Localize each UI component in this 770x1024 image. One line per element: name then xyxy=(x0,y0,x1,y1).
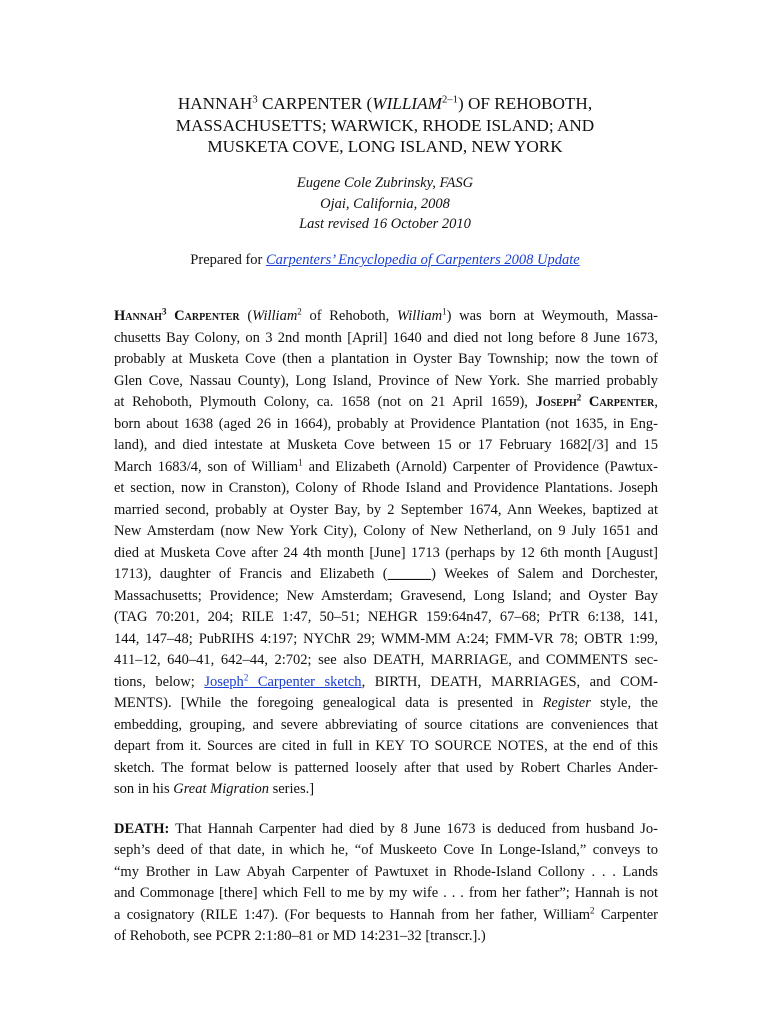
text: tions, below; xyxy=(114,673,205,690)
paragraph-line xyxy=(114,564,658,586)
paragraph-line: probably at Musketa Cove (then a plantation in Oyster Bay Township; now the town of xyxy=(114,351,658,367)
paragraph-line xyxy=(114,819,658,841)
paragraph-line: “my Brother in Law Abyah Carpenter of Pawtuxet in Rhode-Island Collony . . . Lands xyxy=(114,863,658,880)
link-text: Joseph xyxy=(204,673,244,690)
subject-name: Hannah xyxy=(114,308,162,324)
paragraph-line: New Amsterdam (now New York City), Colony of New Netherland, on 9 July 1651 and xyxy=(114,523,658,539)
paragraph-line: of Rehoboth, see PCPR 2:1:80–81 or MD 14:231–32 [transcr.].) xyxy=(114,928,486,944)
paragraph-line xyxy=(114,905,658,927)
link-text: Carpenter sketch xyxy=(248,673,362,690)
paragraph-line: land), and died intestate at Musketa Cove between 15 or 17 February 1682[/3] and 15 xyxy=(114,437,658,453)
text: That Hannah Carpenter had died by 8 June 1673 is deduced from husband Jo- xyxy=(169,820,658,837)
text: , xyxy=(654,394,658,410)
paragraph-line xyxy=(114,457,658,479)
paragraph-line xyxy=(114,779,658,801)
prepared-for-label: Prepared for xyxy=(190,252,266,268)
paragraph-line: and Commonage [there] which Fell to me by my wife . . . from her father”; Hannah is not xyxy=(114,885,658,901)
generation-superscript: 1 xyxy=(298,456,303,467)
title-line-2: MASSACHUSETTS; WARWICK, RHODE ISLAND; AND xyxy=(175,115,595,135)
paragraph-line: depart from it. Sources are cited in full in KEY TO SOURCE NOTES, at the end of this xyxy=(114,738,658,754)
title-text: HANNAH xyxy=(177,94,253,113)
death-heading: DEATH: xyxy=(114,820,170,837)
generation-superscript: 2 xyxy=(590,904,595,915)
paragraph-line xyxy=(114,693,658,715)
text: ) Weekes of Salem and Dorchester, xyxy=(431,566,659,582)
paragraph-line: died at Musketa Cove after 24 4th month [June] 1713 (perhaps by 12 6th month [August] xyxy=(114,544,658,561)
text: MENTS). [While the foregoing genealogical data is presented in xyxy=(114,695,543,711)
spouse-surname: Carpenter xyxy=(588,394,655,410)
title-line-1 xyxy=(100,93,670,115)
title-line-3: MUSKETA COVE, LONG ISLAND, NEW YORK xyxy=(207,137,563,156)
paragraph-line: embedding, grouping, and severe abbreviating of source citations are conveniences that xyxy=(114,716,658,733)
generation-superscript: 1 xyxy=(442,306,447,317)
text: , BIRTH, DEATH, MARRIAGES, and COM- xyxy=(361,673,658,690)
author-name: Eugene Cole Zubrinsky, FASG xyxy=(296,175,474,191)
paragraph-line: sketch. The format below is patterned loosely after that used by Robert Charles Ander- xyxy=(114,759,658,776)
grandfather-name: William xyxy=(396,308,443,324)
prepared-for xyxy=(100,251,670,269)
text: son in his xyxy=(114,781,174,797)
unknown-surname-blank: ______ xyxy=(387,566,432,582)
death-paragraph xyxy=(114,819,658,948)
paragraph-line: 144, 147–48; PubRIHS 4:197; NYChR 29; WMM-MM A:24; FMM-VR 78; OBTR 1:99, xyxy=(114,630,658,647)
generation-superscript: 2 xyxy=(243,671,249,682)
paragraph-line: born about 1638 (aged 26 in 1664), probably at Providence Plantation (not 1635, in Eng- xyxy=(114,415,658,432)
text: Carpenter xyxy=(594,906,658,923)
paragraph-line: Massachusetts; Providence; New Amsterdam; Gravesend, Long Island; and Oyster Bay xyxy=(114,587,658,604)
author-place: Ojai, California, 2008 xyxy=(320,195,450,212)
text: March 1683/4, son of William xyxy=(114,458,299,475)
spouse-name: Joseph xyxy=(535,394,577,410)
paragraph-line: 411–12, 640–41, 642–44, 2:702; see also DEATH, MARRIAGE, and COMMENTS sec- xyxy=(114,652,658,668)
joseph-carpenter-sketch-link[interactable] xyxy=(204,671,362,690)
encyclopedia-link[interactable]: Carpenters’ Encyclopedia of Carpenters 2008 Update xyxy=(265,252,580,268)
intro-paragraph xyxy=(114,306,658,801)
register-italic: Register xyxy=(542,695,591,711)
document-body xyxy=(114,306,658,948)
text: style, the xyxy=(590,695,658,711)
text: and Elizabeth (Arnold) Carpenter of Providence (Pawtux- xyxy=(302,458,658,475)
father-name: William xyxy=(252,308,298,324)
generation-superscript: 2 xyxy=(297,306,302,317)
paragraph-line: (TAG 70:201, 204; RILE 1:47, 50–51; NEHGR 159:64n47, 67–68; PrTR 6:138, 141, xyxy=(114,609,658,625)
paragraph-line: seph’s deed of that date, in which he, “of Muskeeto Cove In Longe-Island,” conveys to xyxy=(114,842,658,858)
paragraph-line xyxy=(114,306,658,328)
text: a cosignatory (RILE 1:47). (For bequests to Hannah from her father, William xyxy=(114,906,591,923)
text: ) was born at Weymouth, Massa- xyxy=(446,308,658,324)
text: ( xyxy=(239,308,253,324)
text: at Rehoboth, Plymouth Colony, ca. 1658 (not on 21 April 1659), xyxy=(114,394,536,410)
generation-superscript: 2–1 xyxy=(441,94,458,106)
great-migration-italic: Great Migration xyxy=(173,781,269,797)
text: of Rehoboth, xyxy=(301,308,397,324)
paragraph-line: et section, now in Cranston), Colony of Rhode Island and Providence Plantations. Joseph xyxy=(114,480,658,496)
paragraph-line: Glen Cove, Nassau County), Long Island, Province of New York. She married probably xyxy=(114,372,658,389)
revision-date: Last revised 16 October 2010 xyxy=(299,216,471,232)
paragraph-line: chusetts Bay Colony, on 3 2nd month [April] 1640 and died not long before 8 June 1673, xyxy=(114,329,658,346)
paragraph-line: married second, probably at Oyster Bay, by 2 September 1674, Ann Weekes, baptized at xyxy=(114,501,658,518)
author-block xyxy=(100,173,670,235)
paragraph-line xyxy=(114,392,658,414)
title-text: ) OF REHOBOTH, xyxy=(457,94,593,113)
title-father-name: WILLIAM xyxy=(372,94,442,113)
subject-surname: Carpenter xyxy=(174,308,240,324)
document-title xyxy=(100,93,670,158)
generation-superscript: 3 xyxy=(161,306,167,317)
title-text: CARPENTER ( xyxy=(257,94,373,113)
paragraph-line xyxy=(114,672,658,694)
text: 1713), daughter of Francis and Elizabeth ( xyxy=(114,566,388,582)
generation-superscript: 2 xyxy=(576,392,582,403)
generation-superscript: 3 xyxy=(252,94,258,106)
text: series.] xyxy=(268,781,315,797)
